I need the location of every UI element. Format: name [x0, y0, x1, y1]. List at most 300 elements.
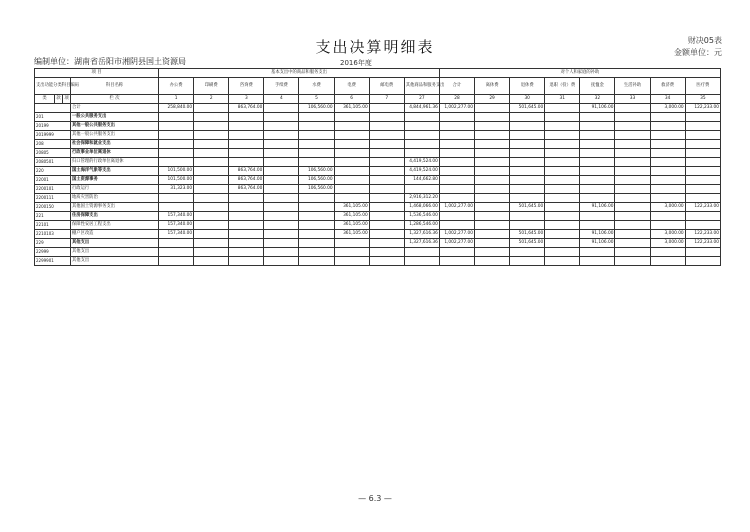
subject-code: 22101 [35, 221, 71, 230]
amount-cell [229, 248, 264, 257]
amount-cell [615, 113, 650, 122]
amount-cell [299, 194, 334, 203]
amount-cell [299, 212, 334, 221]
column-header: 其他商品和服务支出 [404, 78, 439, 95]
amount-cell [685, 131, 720, 140]
table-row [35, 230, 721, 239]
amount-cell: 1,327,616.36 [404, 230, 439, 239]
subject-code: 2080501 [35, 158, 71, 167]
subject-name: 社会保障和就业支出 [71, 140, 159, 149]
amount-cell [685, 113, 720, 122]
amount-cell [650, 221, 685, 230]
column-header: 合计 [439, 78, 474, 95]
amount-cell: 501,645.00 [510, 104, 545, 113]
amount-cell [475, 248, 510, 257]
column-number: 7 [369, 95, 404, 104]
table-row [35, 221, 721, 230]
amount-cell [580, 194, 615, 203]
amount-cell: 361,105.00 [334, 212, 369, 221]
column-header: 抚恤金 [580, 78, 615, 95]
amount-cell [545, 239, 580, 248]
item-label: 款 [55, 95, 63, 104]
subject-code: 208 [35, 140, 71, 149]
table-row [35, 167, 721, 176]
subject-name: 其他一般公共服务支出 [71, 122, 159, 131]
amount-cell [334, 131, 369, 140]
table-row [35, 149, 721, 158]
amount-cell [615, 167, 650, 176]
column-header: 离休费 [475, 78, 510, 95]
amount-cell [334, 248, 369, 257]
amount-cell [159, 122, 194, 131]
amount-cell: 361,105.00 [334, 221, 369, 230]
amount-cell: 106,560.00 [299, 104, 334, 113]
column-header: 退休费 [510, 78, 545, 95]
amount-cell [545, 158, 580, 167]
amount-cell: 1,327,616.36 [404, 239, 439, 248]
amount-cell [229, 194, 264, 203]
column-header: 印刷费 [194, 78, 229, 95]
personal-subsidy-group-header: 对个人和家庭的补助 [439, 69, 720, 78]
seq-row [35, 95, 721, 104]
amount-cell: 3,000.00 [650, 104, 685, 113]
amount-cell [545, 122, 580, 131]
subject-code: 2210103 [35, 230, 71, 239]
amount-cell [615, 194, 650, 203]
amount-cell [615, 203, 650, 212]
amount-cell [475, 203, 510, 212]
amount-cell [685, 248, 720, 257]
amount-cell: 1,002,277.00 [439, 230, 474, 239]
amount-cell [475, 176, 510, 185]
amount-cell [404, 248, 439, 257]
amount-cell [369, 131, 404, 140]
amount-cell: 4,419,524.00 [404, 167, 439, 176]
amount-cell [334, 158, 369, 167]
amount-cell: 157,340.00 [159, 212, 194, 221]
amount-cell [510, 185, 545, 194]
amount-cell [264, 158, 299, 167]
amount-cell [264, 140, 299, 149]
column-header: 咨询费 [229, 78, 264, 95]
amount-cell [580, 212, 615, 221]
amount-cell [264, 203, 299, 212]
sub-label: 项 [63, 95, 71, 104]
amount-cell: 4,844,961.36 [404, 104, 439, 113]
amount-cell: 1,002,277.00 [439, 104, 474, 113]
amount-cell [439, 113, 474, 122]
amount-cell [404, 122, 439, 131]
amount-cell [615, 185, 650, 194]
amount-cell [685, 149, 720, 158]
subject-code: 2200150 [35, 203, 71, 212]
amount-cell [475, 230, 510, 239]
amount-cell [475, 239, 510, 248]
table-row [35, 113, 721, 122]
subject-code: 22001 [35, 176, 71, 185]
column-number: 3 [229, 95, 264, 104]
amount-cell [685, 185, 720, 194]
column-header: 电费 [334, 78, 369, 95]
subject-name: 棚户区改造 [71, 230, 159, 239]
table-row [35, 185, 721, 194]
amount-cell [404, 185, 439, 194]
subject-name: 其他国土资源事务支出 [71, 203, 159, 212]
subject-name: 行政事业单位离退休 [71, 149, 159, 158]
project-group-header: 项 目 [35, 69, 159, 78]
table-row [35, 122, 721, 131]
column-header: 办公费 [159, 78, 194, 95]
header-row [35, 69, 721, 78]
amount-cell [580, 131, 615, 140]
subject-code: 2019999 [35, 131, 71, 140]
amount-cell [369, 140, 404, 149]
amount-cell [159, 140, 194, 149]
amount-cell [299, 122, 334, 131]
amount-cell [194, 248, 229, 257]
subject-code: 22999 [35, 248, 71, 257]
amount-cell [439, 122, 474, 131]
subject-code: 20805 [35, 149, 71, 158]
amount-cell [404, 113, 439, 122]
amount-cell [264, 212, 299, 221]
amount-cell [194, 257, 229, 266]
subject-name: 行政运行 [71, 185, 159, 194]
amount-cell [650, 158, 685, 167]
amount-cell [159, 194, 194, 203]
amount-cell [510, 131, 545, 140]
amount-cell [264, 248, 299, 257]
amount-cell [615, 158, 650, 167]
subject-code: 2200101 [35, 185, 71, 194]
subject-name: 其他支出 [71, 239, 159, 248]
amount-cell [475, 212, 510, 221]
column-number: 30 [510, 95, 545, 104]
amount-cell [650, 149, 685, 158]
amount-cell [229, 149, 264, 158]
amount-cell [299, 113, 334, 122]
amount-cell: 1,002,277.00 [439, 239, 474, 248]
amount-cell [615, 104, 650, 113]
amount-cell [229, 203, 264, 212]
amount-cell: 4,419,524.00 [404, 158, 439, 167]
column-number: 1 [159, 95, 194, 104]
amount-cell [545, 194, 580, 203]
amount-cell [229, 140, 264, 149]
amount-cell [615, 248, 650, 257]
amount-cell [159, 113, 194, 122]
amount-cell [650, 185, 685, 194]
amount-cell [439, 176, 474, 185]
amount-cell: 31,323.00 [159, 185, 194, 194]
amount-cell [439, 221, 474, 230]
amount-cell [650, 257, 685, 266]
amount-cell [650, 194, 685, 203]
amount-cell [685, 194, 720, 203]
amount-cell: 863,764.00 [229, 176, 264, 185]
subject-name: 国土海洋气象等支出 [71, 167, 159, 176]
amount-cell [685, 176, 720, 185]
amount-cell [439, 149, 474, 158]
amount-cell [299, 158, 334, 167]
amount-cell [334, 149, 369, 158]
amount-cell [229, 113, 264, 122]
amount-cell [194, 212, 229, 221]
amount-cell [650, 248, 685, 257]
table-row [35, 194, 721, 203]
amount-cell [580, 149, 615, 158]
amount-cell [475, 131, 510, 140]
amount-cell: 3,000.00 [650, 239, 685, 248]
amount-cell: 122,233.00 [685, 230, 720, 239]
amount-cell [334, 140, 369, 149]
amount-cell: 122,233.00 [685, 239, 720, 248]
amount-cell [334, 194, 369, 203]
amount-cell [299, 149, 334, 158]
amount-cell: 1,002,277.00 [439, 203, 474, 212]
amount-cell [650, 113, 685, 122]
amount-cell: 863,764.00 [229, 104, 264, 113]
amount-cell [510, 122, 545, 131]
amount-cell [615, 239, 650, 248]
amount-cell [334, 167, 369, 176]
amount-cell [510, 149, 545, 158]
amount-cell [299, 239, 334, 248]
amount-unit: 金额单位：元 [674, 48, 722, 57]
amount-cell [510, 176, 545, 185]
amount-cell [229, 122, 264, 131]
amount-cell: 101,500.00 [159, 176, 194, 185]
amount-cell [369, 158, 404, 167]
amount-cell [404, 257, 439, 266]
amount-cell: 3,000.00 [650, 230, 685, 239]
subject-name: 一般公共服务支出 [71, 113, 159, 122]
amount-cell: 122,233.00 [685, 203, 720, 212]
column-header: 医疗费 [685, 78, 720, 95]
amount-cell [264, 104, 299, 113]
amount-cell [194, 131, 229, 140]
amount-cell [159, 158, 194, 167]
amount-cell [545, 203, 580, 212]
amount-cell [194, 113, 229, 122]
amount-cell [194, 140, 229, 149]
amount-cell [369, 230, 404, 239]
column-number: 32 [580, 95, 615, 104]
amount-cell [650, 176, 685, 185]
amount-cell [545, 167, 580, 176]
table-row [35, 239, 721, 248]
table-row [35, 140, 721, 149]
amount-cell [264, 194, 299, 203]
amount-cell [264, 230, 299, 239]
amount-cell [369, 176, 404, 185]
amount-cell [545, 131, 580, 140]
amount-cell [299, 131, 334, 140]
column-header: 水费 [299, 78, 334, 95]
amount-cell: 501,645.00 [510, 203, 545, 212]
amount-cell [334, 122, 369, 131]
amount-cell [510, 212, 545, 221]
amount-cell [615, 221, 650, 230]
amount-cell [334, 176, 369, 185]
subject-name: 其他一般公共服务支出 [71, 131, 159, 140]
amount-cell: 91,106.00 [580, 230, 615, 239]
amount-cell [439, 248, 474, 257]
amount-cell [685, 158, 720, 167]
amount-cell [510, 167, 545, 176]
amount-cell [685, 167, 720, 176]
amount-cell [194, 122, 229, 131]
amount-cell [159, 149, 194, 158]
amount-cell [545, 185, 580, 194]
table-row [35, 203, 721, 212]
amount-cell: 106,560.00 [299, 185, 334, 194]
amount-cell [369, 257, 404, 266]
amount-cell [615, 257, 650, 266]
amount-cell [545, 248, 580, 257]
table-row [35, 248, 721, 257]
amount-cell [229, 239, 264, 248]
amount-cell: 106,560.00 [299, 176, 334, 185]
amount-cell [194, 230, 229, 239]
amount-cell [369, 239, 404, 248]
subject-name: 保障性安居工程支出 [71, 221, 159, 230]
amount-cell [159, 203, 194, 212]
amount-cell [264, 185, 299, 194]
amount-cell [334, 113, 369, 122]
amount-cell [299, 203, 334, 212]
amount-cell [475, 167, 510, 176]
amount-cell [545, 113, 580, 122]
amount-cell [580, 257, 615, 266]
amount-cell [439, 194, 474, 203]
amount-cell [194, 185, 229, 194]
column-number: 5 [299, 95, 334, 104]
amount-cell [264, 167, 299, 176]
subject-code: 201 [35, 113, 71, 122]
amount-cell [264, 239, 299, 248]
amount-cell [299, 230, 334, 239]
amount-cell [404, 149, 439, 158]
column-header: 救济费 [650, 78, 685, 95]
amount-cell: 106,560.00 [299, 167, 334, 176]
amount-cell [194, 167, 229, 176]
amount-cell [510, 113, 545, 122]
table-row [35, 158, 721, 167]
amount-cell [475, 113, 510, 122]
amount-cell [264, 131, 299, 140]
amount-cell [369, 167, 404, 176]
amount-cell [264, 257, 299, 266]
reporting-unit: 编制单位：湖南省岳阳市湘阴县国土资源局 [34, 57, 186, 66]
amount-cell [580, 158, 615, 167]
column-number: 29 [475, 95, 510, 104]
amount-cell [194, 221, 229, 230]
amount-cell [545, 140, 580, 149]
amount-cell [510, 158, 545, 167]
amount-cell [369, 212, 404, 221]
amount-cell [159, 248, 194, 257]
amount-cell [369, 203, 404, 212]
amount-cell [264, 176, 299, 185]
amount-cell [685, 221, 720, 230]
column-number: 2 [194, 95, 229, 104]
table-row [35, 104, 721, 113]
amount-cell [580, 176, 615, 185]
amount-cell [299, 140, 334, 149]
amount-cell [545, 176, 580, 185]
fiscal-year: 2016年度 [340, 59, 372, 67]
amount-cell: 1,286,546.00 [404, 221, 439, 230]
amount-cell [510, 248, 545, 257]
column-number: 33 [615, 95, 650, 104]
amount-cell: 863,764.00 [229, 185, 264, 194]
amount-cell [194, 149, 229, 158]
column-number: 6 [334, 95, 369, 104]
amount-cell [650, 212, 685, 221]
amount-cell [264, 122, 299, 131]
amount-cell [159, 239, 194, 248]
amount-cell [439, 257, 474, 266]
amount-cell: 361,105.00 [334, 203, 369, 212]
column-number: 4 [264, 95, 299, 104]
amount-cell [615, 176, 650, 185]
amount-cell: 91,106.00 [580, 239, 615, 248]
amount-cell [650, 140, 685, 149]
amount-cell [229, 131, 264, 140]
amount-cell [439, 140, 474, 149]
amount-cell [264, 149, 299, 158]
seq-label: 栏 次 [71, 95, 159, 104]
amount-cell [580, 167, 615, 176]
amount-cell [475, 185, 510, 194]
amount-cell [545, 104, 580, 113]
amount-cell [580, 221, 615, 230]
code-column-header: 支出功能分类科目编码 [35, 78, 71, 95]
amount-cell [685, 212, 720, 221]
amount-cell [404, 140, 439, 149]
amount-cell [439, 167, 474, 176]
column-number: 31 [545, 95, 580, 104]
amount-cell [475, 104, 510, 113]
subject-code: 229 [35, 239, 71, 248]
amount-cell [685, 122, 720, 131]
amount-cell: 122,233.00 [685, 104, 720, 113]
amount-cell [580, 248, 615, 257]
amount-cell: 1,468,066.00 [404, 203, 439, 212]
amount-cell [545, 257, 580, 266]
amount-cell [404, 131, 439, 140]
amount-cell [615, 140, 650, 149]
table-row [35, 131, 721, 140]
amount-cell: 144,662.80 [404, 176, 439, 185]
subject-name: 归口管理的行政单位离退休 [71, 158, 159, 167]
amount-cell [194, 194, 229, 203]
header-row [35, 78, 721, 95]
subject-code: 20199 [35, 122, 71, 131]
amount-cell: 501,645.00 [510, 230, 545, 239]
amount-cell [369, 104, 404, 113]
amount-cell [439, 131, 474, 140]
amount-cell [229, 158, 264, 167]
amount-cell: 157,340.00 [159, 230, 194, 239]
amount-cell [194, 176, 229, 185]
amount-cell [194, 104, 229, 113]
amount-cell [650, 131, 685, 140]
amount-cell [299, 257, 334, 266]
amount-cell [615, 149, 650, 158]
table-row [35, 257, 721, 266]
